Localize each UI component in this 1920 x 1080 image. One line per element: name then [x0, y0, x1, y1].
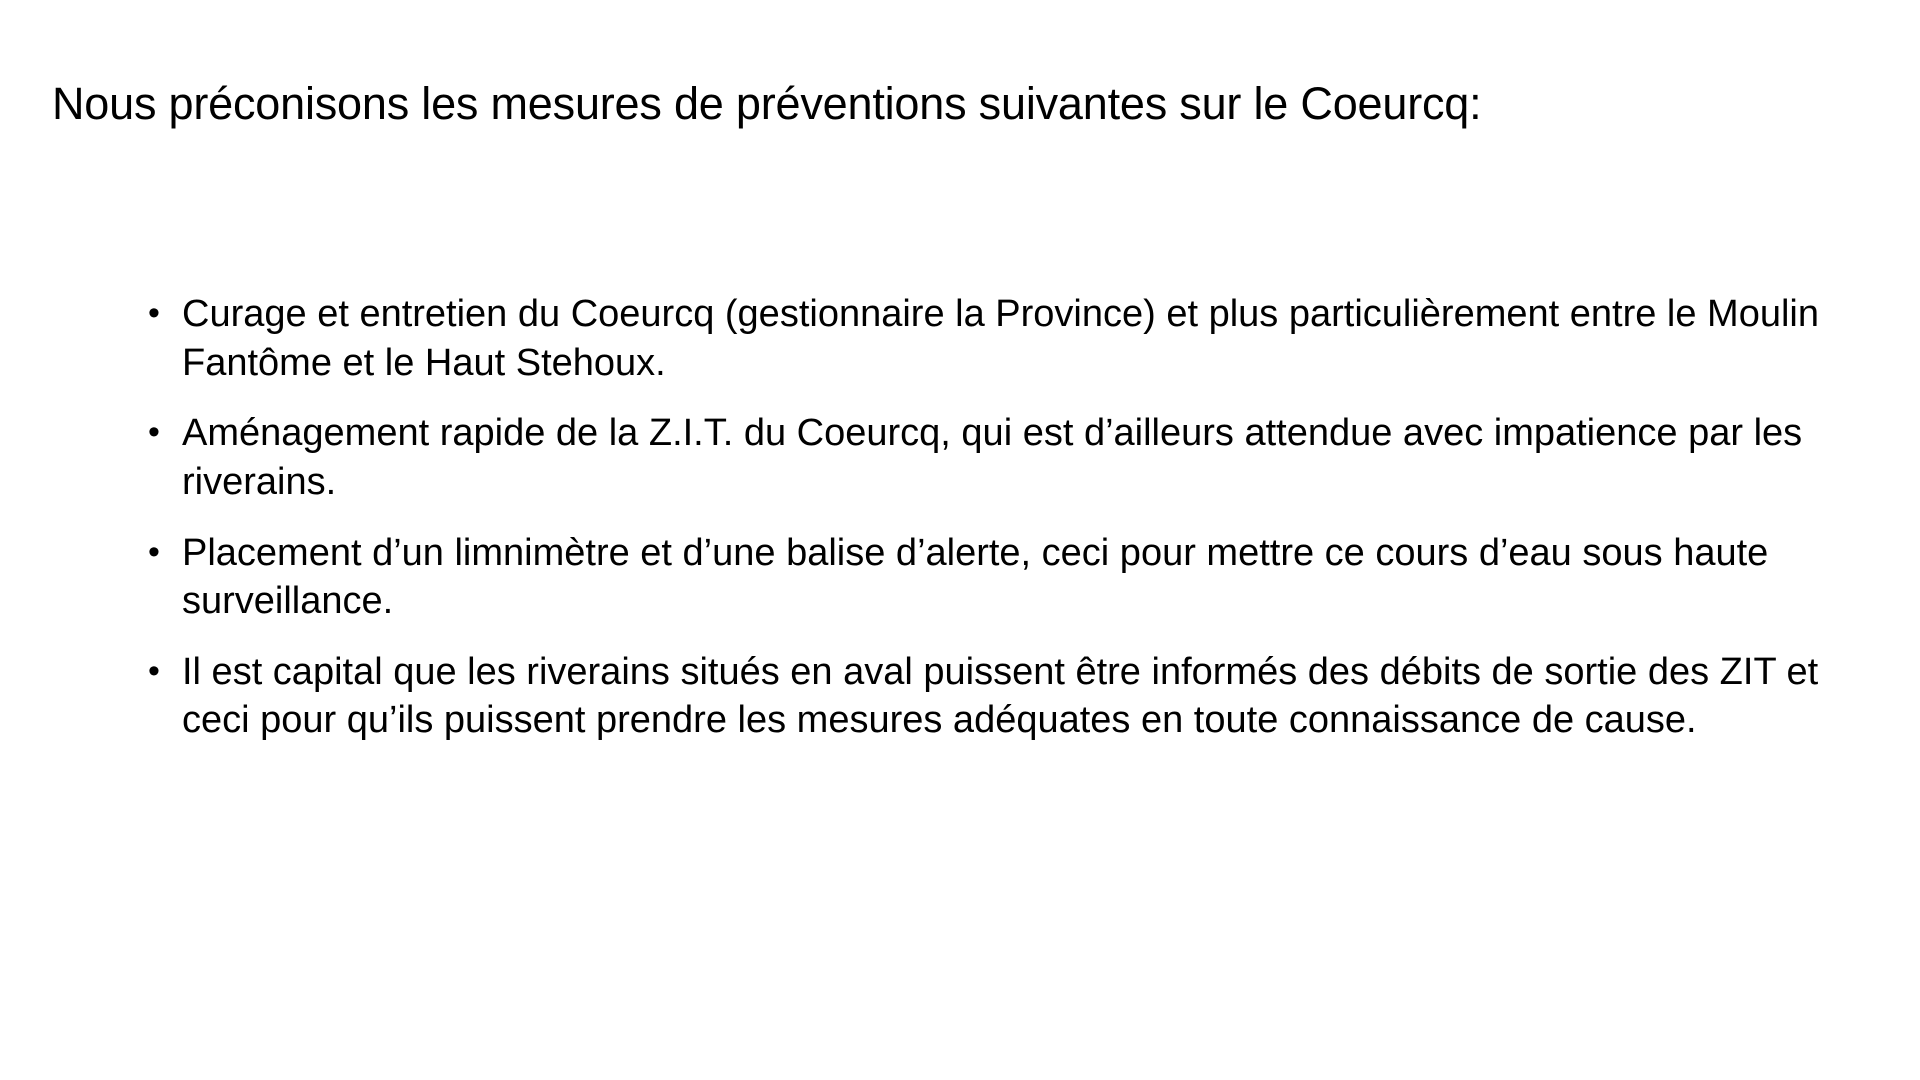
list-item-text: Curage et entretien du Coeurcq (gestionnaire la Province) et plus particulièrement entre le Moulin Fantôme et le Haut Stehoux. [182, 293, 1819, 384]
bullet-dot-icon: • [148, 532, 160, 571]
list-item [140, 529, 1820, 626]
bullet-dot-icon: • [148, 294, 160, 332]
bullet-dot-icon: • [148, 651, 160, 690]
list-item [140, 648, 1820, 745]
page-title: Nous préconisons les mesures de préventions suivantes sur le Coeurcq: [52, 78, 1482, 129]
list-item [140, 409, 1820, 506]
list-item-text: Il est capital que les riverains situés en aval puissent être informés des débits de sortie des ZIT et ceci pour qu’ils puissent prendre les mesures adéquates en toute connaissance de cause. [182, 650, 1819, 742]
bullet-dot-icon: • [148, 413, 160, 452]
list-item-text: Placement d’un limnimètre et d’une balise d’alerte, ceci pour mettre ce cours d’eau sous haute surveillance. [182, 531, 1769, 623]
bullet-list [140, 290, 1820, 745]
list-item-text: Aménagement rapide de la Z.I.T. du Coeurcq, qui est d’ailleurs attendue avec impatience par les riverains. [182, 412, 1803, 503]
list-item [140, 290, 1820, 387]
